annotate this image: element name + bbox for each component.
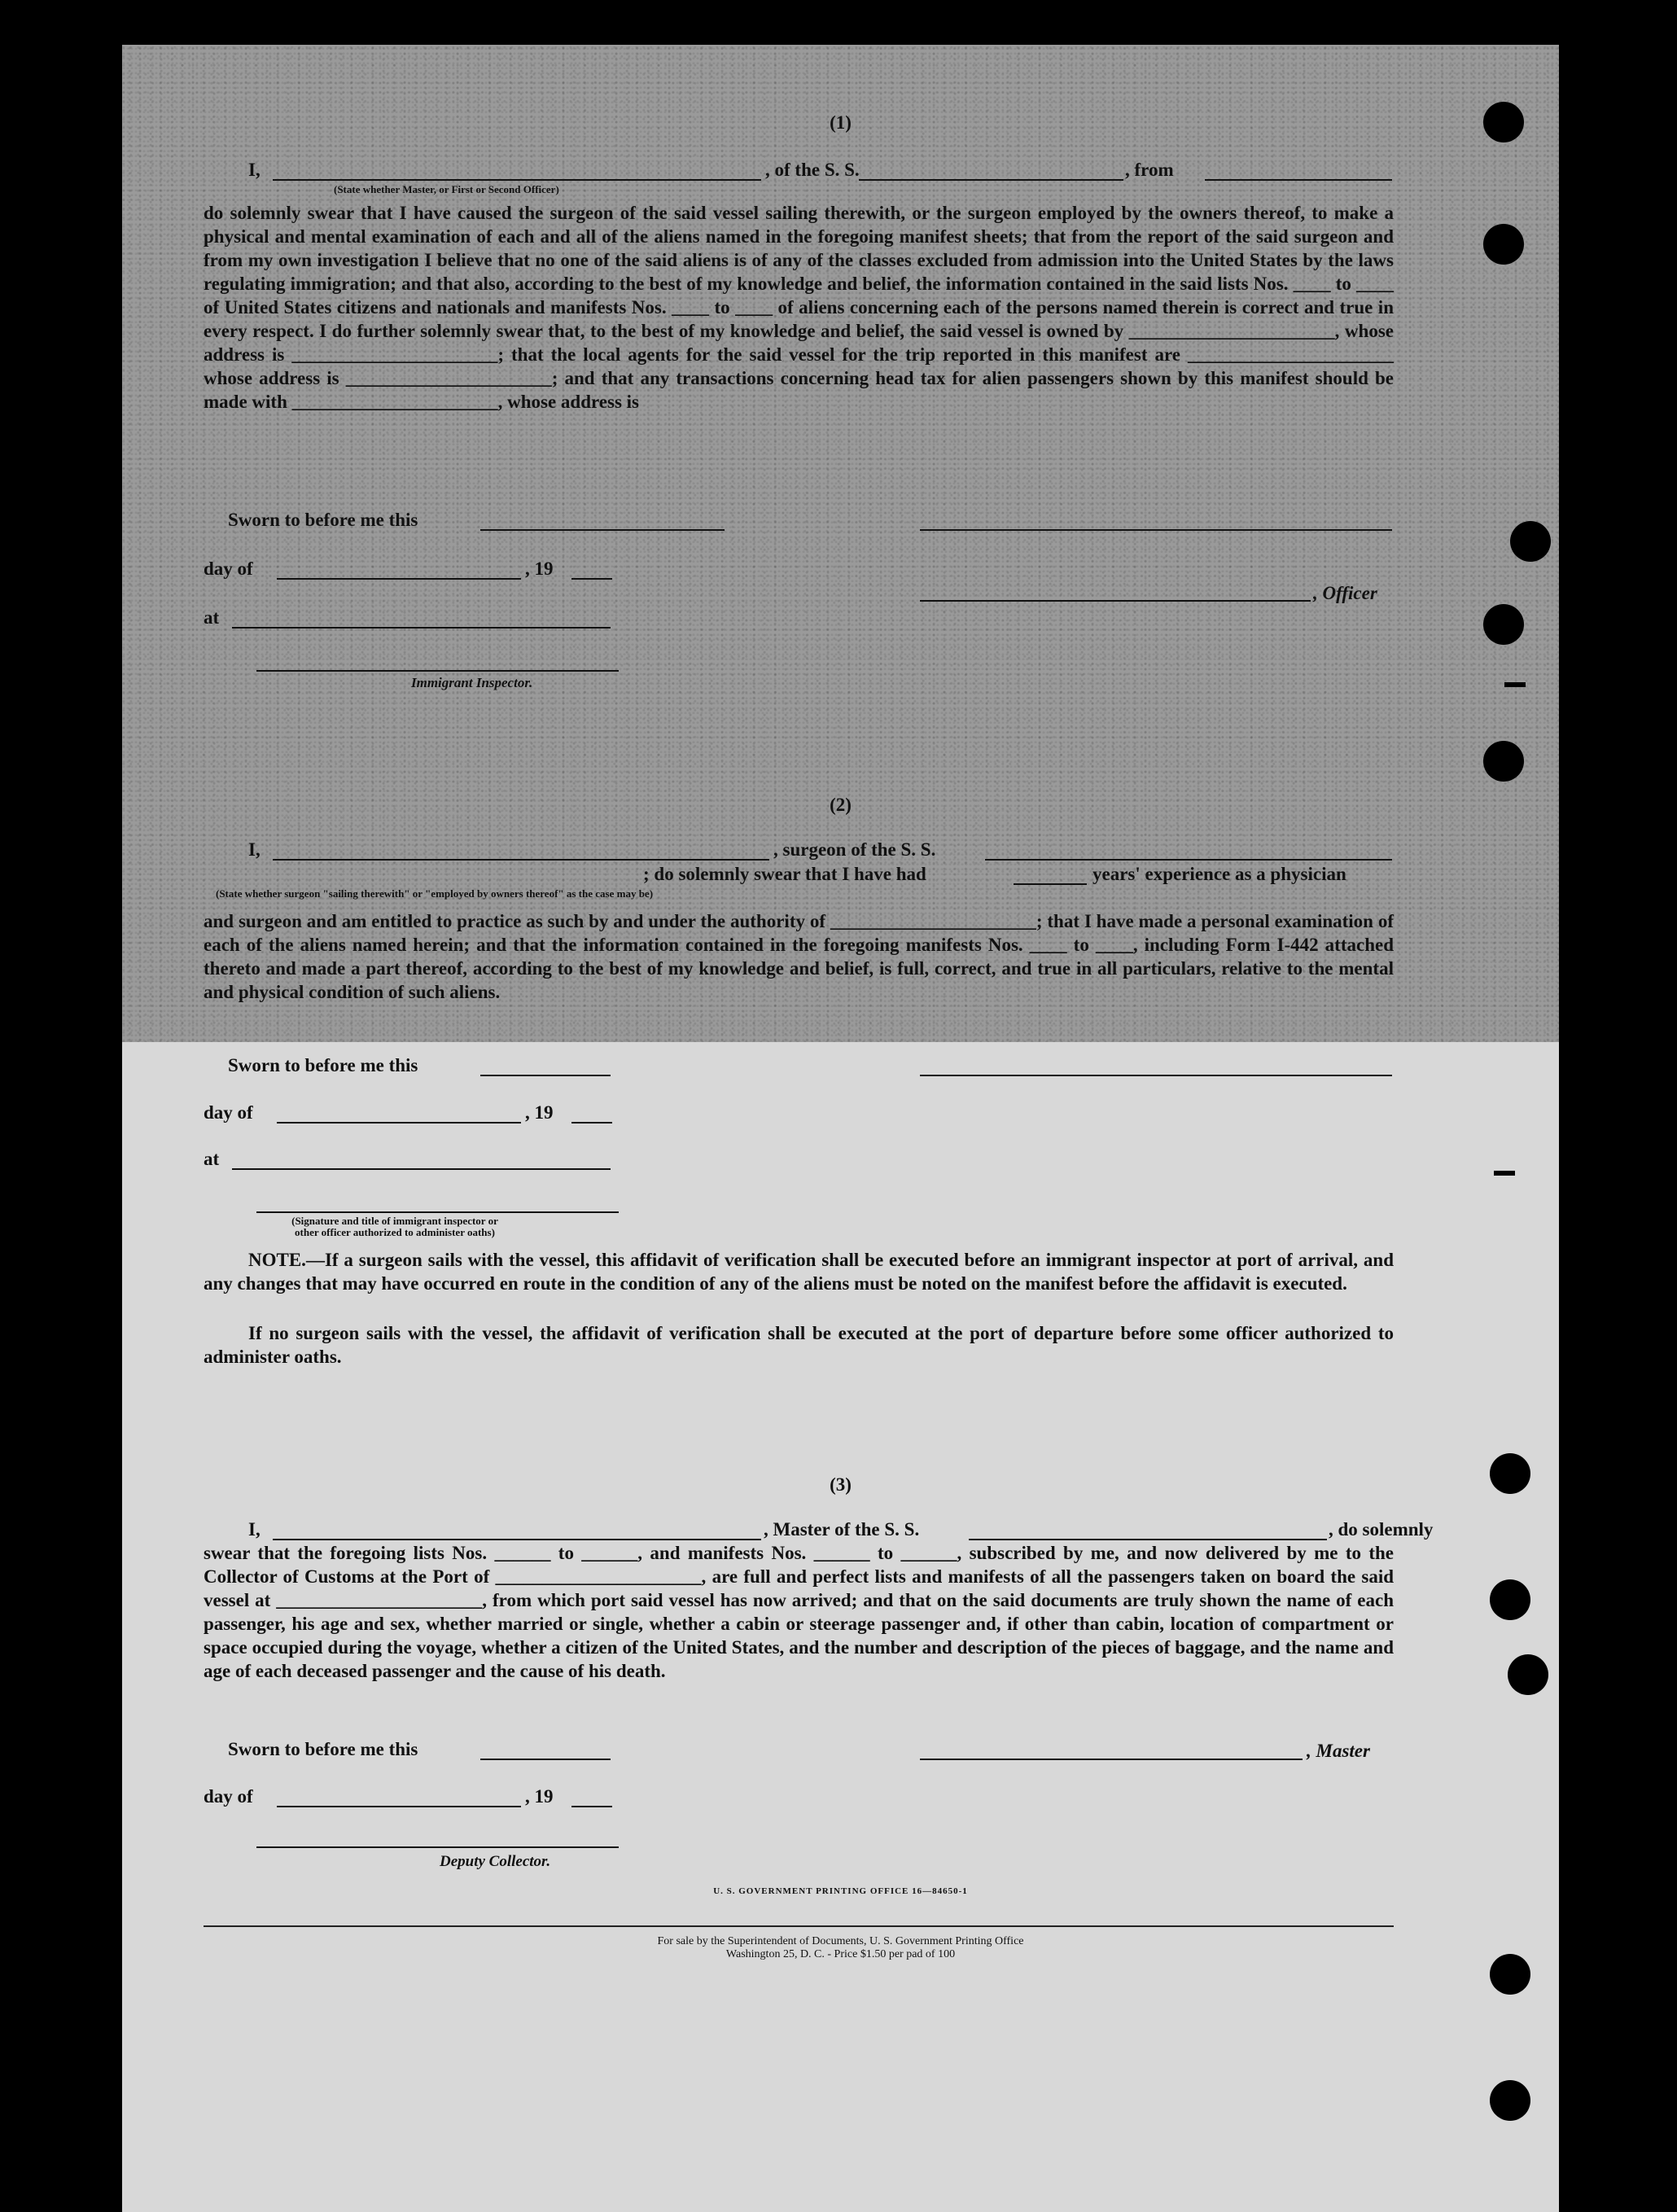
sec1-year-label: , 19	[525, 558, 554, 579]
sec1-sworn-day-field[interactable]	[480, 529, 725, 531]
edge-mark	[1494, 1171, 1515, 1176]
sec1-officer-signature-field[interactable]	[920, 529, 1392, 531]
note-label: NOTE.	[248, 1250, 306, 1270]
punch-hole	[1483, 102, 1524, 142]
vessel-name-field[interactable]	[859, 179, 1123, 181]
sec2-inspector-caption: (Signature and title of immigrant inspector or other officer authorized to administer oaths)	[291, 1215, 498, 1238]
sec2-month-field[interactable]	[277, 1122, 521, 1124]
master-name-field[interactable]	[273, 1539, 761, 1540]
sale-line-1: For sale by the Superintendent of Documents, U. S. Government Printing Office	[657, 1935, 1024, 1947]
sec1-month-field[interactable]	[277, 578, 521, 580]
sec3-collector-signature-field[interactable]	[256, 1846, 619, 1848]
punch-hole	[1483, 224, 1524, 265]
sec1-officer-line[interactable]	[920, 600, 1311, 602]
punch-hole	[1508, 1654, 1548, 1695]
sec3-dayof-label: day of	[204, 1786, 253, 1807]
sec1-at-label: at	[204, 607, 220, 628]
sec1-year-field[interactable]	[571, 578, 612, 580]
sec3-year-field[interactable]	[571, 1806, 612, 1807]
sec3-vessel-field[interactable]	[969, 1539, 1327, 1540]
sec1-i-label: I,	[248, 160, 261, 180]
footer-rule	[204, 1925, 1394, 1927]
sec3-master-label: , Master of the S. S.	[764, 1519, 920, 1540]
sec3-oath-text: swear that the foregoing lists Nos. ______ to ______, and manifests Nos. ______ to ______, subscribed by me, and now delivered by me to the Collector of Customs at the Port of ______________________, are full and perfect lists and manifests of all the passengers taken on board the said vessel at ______________________, from which port said vessel has now arrived; and that on the said documents are truly shown the name of each passenger, his age and sex, whether married or single, whether a cabin or steerage passenger and, if other than cabin, location of compartment or space occupied during the voyage, whether a citizen of the United States, and the number and description of the pieces of baggage, and the name and age of each deceased passenger and the cause of his death.	[204, 1543, 1394, 1681]
punch-hole	[1490, 1453, 1530, 1494]
sec3-collector-caption: Deputy Collector.	[440, 1853, 551, 1870]
sec3-year-label: , 19	[525, 1786, 554, 1807]
punch-hole	[1490, 2080, 1530, 2121]
sale-line-2: Washington 25, D. C. - Price $1.50 per pad of 100	[725, 1948, 956, 1960]
sec1-rank-caption: (State whether Master, or First or Second Officer)	[334, 183, 559, 195]
sec2-note-1	[204, 1248, 1394, 1295]
punch-hole	[1483, 604, 1524, 645]
sec1-sworn-label: Sworn to before me this	[228, 510, 418, 530]
sec2-at-label: at	[204, 1149, 220, 1169]
sec3-master-caption: , Master	[1307, 1741, 1370, 1761]
sec3-sworn-day-field[interactable]	[480, 1759, 611, 1760]
sec3-swear-label: , do solemnly	[1329, 1519, 1434, 1540]
section-2-number: (2)	[830, 795, 852, 815]
sec2-caption: (State whether surgeon "sailing therewith" or "employed by owners thereof" as the case may be)	[216, 887, 654, 900]
sec2-inspector-signature-field[interactable]	[256, 1211, 619, 1213]
sec2-note-2: If no surgeon sails with the vessel, the affidavit of verification shall be executed at the port of departure before some officer authorized to administer oaths.	[204, 1323, 1394, 1367]
sec3-sworn-label: Sworn to before me this	[228, 1739, 418, 1759]
note-1-text: —If a surgeon sails with the vessel, this affidavit of verification shall be executed before an immigrant inspector at port of arrival, and any changes that may have occurred en route in the condition of any of the aliens must be noted on the manifest before the affidavit is executed.	[204, 1250, 1394, 1294]
sec2-year-label: , 19	[525, 1102, 554, 1123]
sec1-at-field[interactable]	[232, 627, 611, 629]
sec2-at-field[interactable]	[232, 1168, 611, 1170]
sec2-sworn-day-field[interactable]	[480, 1075, 611, 1076]
sec2-surgeon-label: , surgeon of the S. S.	[773, 839, 936, 860]
sec3-month-field[interactable]	[277, 1806, 521, 1807]
sec2-swear-label: ; do solemnly swear that I have had	[643, 864, 926, 884]
edge-mark	[1504, 682, 1526, 687]
sec1-dayof-label: day of	[204, 558, 253, 579]
sec2-sworn-label: Sworn to before me this	[228, 1055, 418, 1075]
section-1-number: (1)	[830, 112, 852, 133]
sec2-i-label: I,	[248, 839, 261, 860]
sec2-surgeon-signature-field[interactable]	[920, 1075, 1392, 1076]
form-page	[122, 45, 1559, 2212]
from-port-field[interactable]	[1205, 179, 1392, 181]
punch-hole	[1490, 1954, 1530, 1995]
surgeon-name-field[interactable]	[273, 859, 769, 861]
sec2-oath-text: and surgeon and am entitled to practice as such by and under the authority of ______________________; that I have made a personal examination of each of the aliens named herein; and that the information contained in the foregoing manifests Nos. ____ to ____, including Form I-442 attached thereto and made a part thereof, according to the best of my knowledge and belief, is full, correct, and true in all particulars, relative to the mental and physical condition of such aliens.	[204, 911, 1394, 1002]
section-3-number: (3)	[830, 1474, 852, 1495]
sec3-master-signature-field[interactable]	[920, 1759, 1303, 1760]
sec1-officer-label: , Officer	[1313, 583, 1377, 603]
sec1-of-ss-label: , of the S. S.	[765, 160, 860, 180]
years-experience-field[interactable]	[1014, 883, 1087, 885]
sec2-vessel-field[interactable]	[985, 859, 1392, 861]
sec1-inspector-caption: Immigrant Inspector.	[411, 675, 533, 690]
punch-hole	[1483, 741, 1524, 782]
sec1-from-label: , from	[1125, 160, 1174, 180]
sec1-oath-text: do solemnly swear that I have caused the surgeon of the said vessel sailing therewith, or the surgeon employed by the owners thereof, to make a physical and mental examination of each and all of the aliens named in the foregoing manifest sheets; that from the report of the said surgeon and from my own investigation I believe that no one of the said aliens is of any of the classes excluded from admission into the United States by the laws regulating immigration; and that also, according to the best of my knowledge and belief, the information contained in the said lists Nos. ____ to ____ of United States citizens and nationals and manifests Nos. ____ to ____ of aliens concerning each of the persons named therein is correct and true in every respect. I do further solemnly swear that, to the best of my knowledge and belief, the said vessel is owned by ______________________, whose address is ______________________; that the local agents for the said vessel for the trip reported in this manifest are ______________________ whose address is ______________________; and that any transactions concerning head tax for alien passengers shown by this manifest should be made with ______________________, whose address is	[204, 203, 1394, 412]
sec2-years-label: years' experience as a physician	[1092, 864, 1346, 884]
gpo-imprint: U. S. GOVERNMENT PRINTING OFFICE 16—84650-1	[713, 1886, 968, 1896]
sec2-dayof-label: day of	[204, 1102, 253, 1123]
officer-rank-field[interactable]	[273, 179, 761, 181]
punch-hole	[1510, 521, 1551, 562]
sec2-year-field[interactable]	[571, 1122, 612, 1124]
sec3-i-label: I,	[248, 1519, 261, 1540]
punch-hole	[1490, 1579, 1530, 1620]
